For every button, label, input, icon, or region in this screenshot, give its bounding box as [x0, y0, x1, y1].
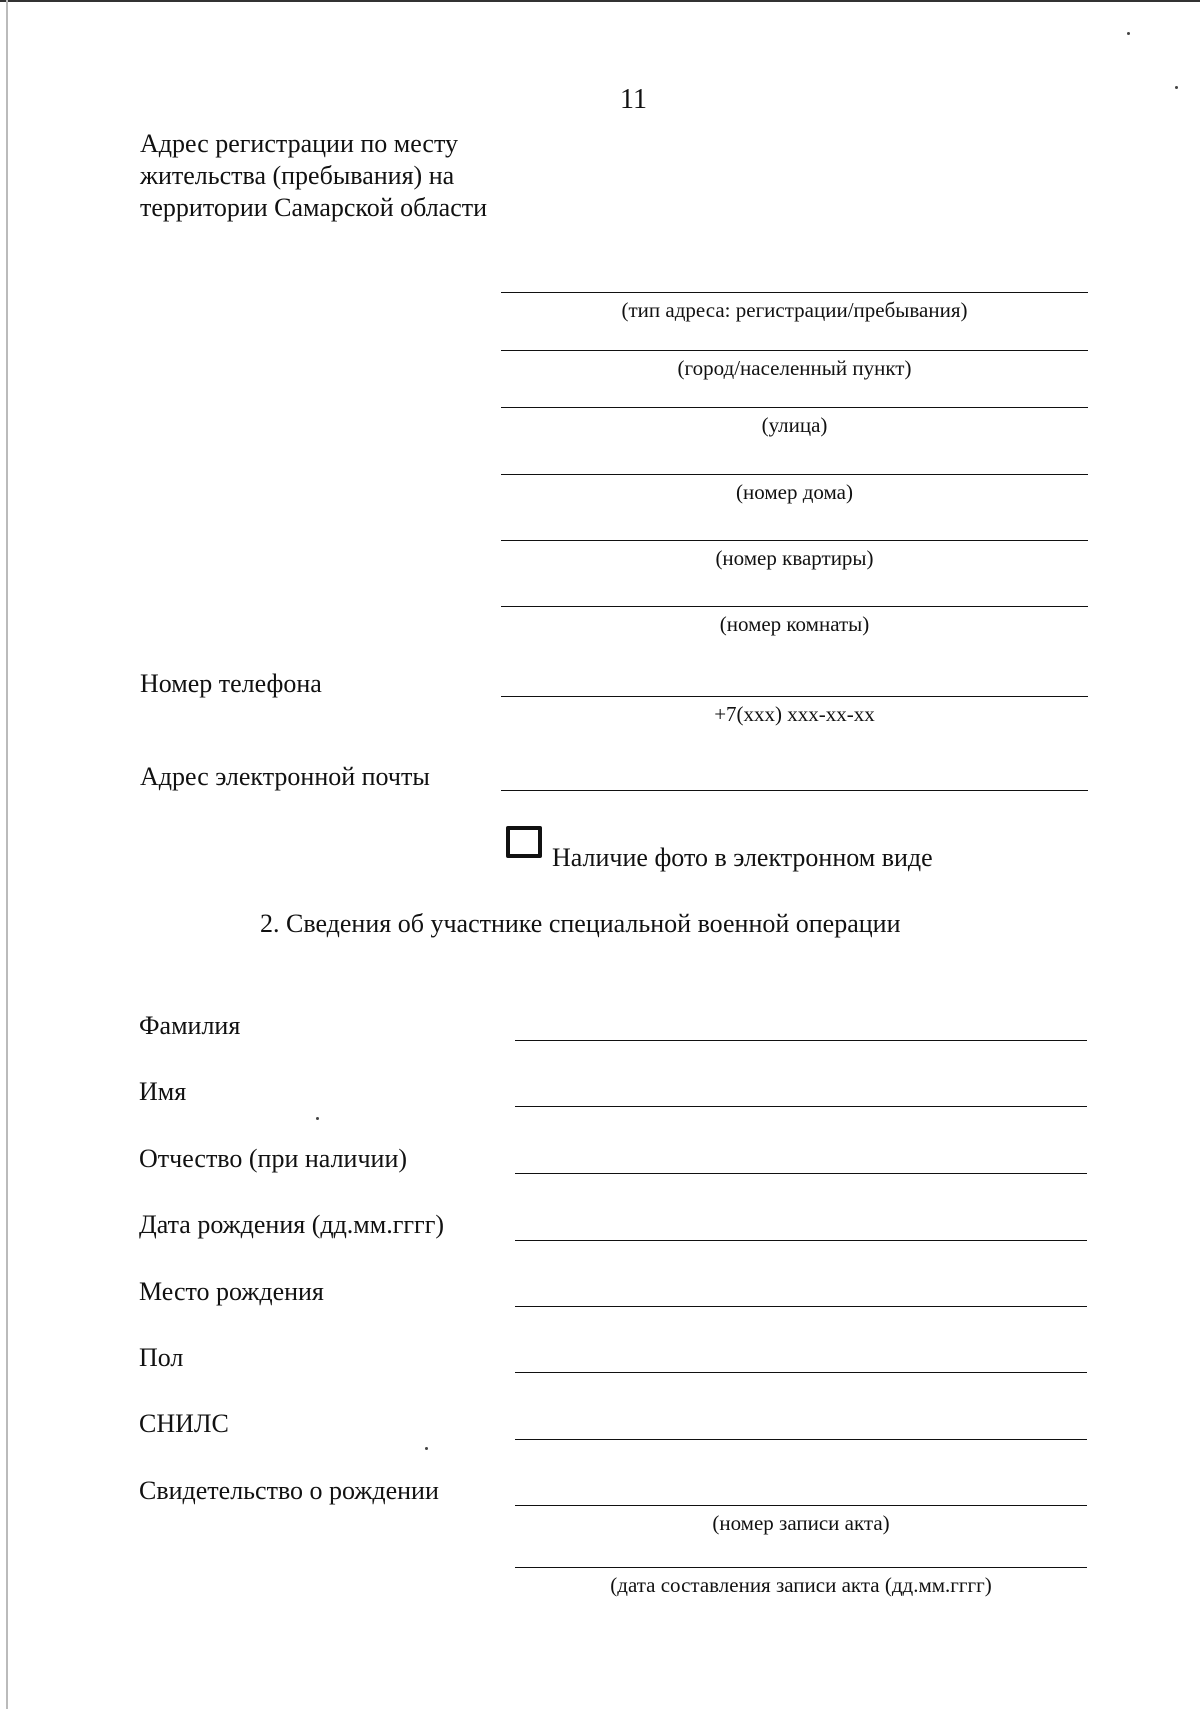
patronymic-line[interactable] — [515, 1173, 1087, 1174]
photo-checkbox[interactable] — [506, 826, 542, 858]
scan-edge-top — [0, 0, 1200, 8]
snils-line[interactable] — [515, 1439, 1087, 1440]
apartment-number-caption: (номер квартиры) — [715, 546, 874, 570]
first-name-line[interactable] — [515, 1106, 1087, 1107]
house-number-caption: (номер дома) — [736, 480, 853, 504]
birth-date-line[interactable] — [515, 1240, 1087, 1241]
birth-place-label: Место рождения — [139, 1277, 324, 1306]
surname-line[interactable] — [515, 1040, 1087, 1041]
scan-speck — [316, 1117, 319, 1120]
scan-speck — [425, 1447, 428, 1450]
street-line[interactable] — [501, 407, 1088, 408]
surname-label: Фамилия — [139, 1011, 241, 1040]
room-number-line[interactable] — [501, 606, 1088, 607]
record-date-line[interactable] — [515, 1567, 1087, 1568]
first-name-label: Имя — [139, 1077, 187, 1106]
phone-label: Номер телефона — [140, 669, 322, 698]
record-number-caption: (номер записи акта) — [712, 1511, 890, 1535]
phone-format-hint: +7(xxx) xxx-xx-xx — [714, 702, 875, 726]
scan-speck — [1127, 32, 1130, 35]
apartment-number-line[interactable] — [501, 540, 1088, 541]
birth-place-line[interactable] — [515, 1306, 1087, 1307]
address-type-line[interactable] — [501, 292, 1088, 293]
photo-checkbox-label: Наличие фото в электронном виде — [552, 843, 933, 872]
house-number-line[interactable] — [501, 474, 1088, 475]
room-number-caption: (номер комнаты) — [719, 612, 870, 636]
birth-certificate-label: Свидетельство о рождении — [139, 1476, 439, 1505]
record-number-line[interactable] — [515, 1505, 1087, 1506]
record-date-caption: (дата составления записи акта (дд.мм.гггг) — [610, 1573, 992, 1597]
sex-label: Пол — [139, 1343, 184, 1372]
snils-label: СНИЛС — [139, 1409, 229, 1438]
city-line[interactable] — [501, 350, 1088, 351]
scan-speck — [1175, 86, 1178, 89]
email-line[interactable] — [501, 790, 1088, 791]
phone-line[interactable] — [501, 696, 1088, 697]
birth-date-label: Дата рождения (дд.мм.гггг) — [139, 1210, 445, 1239]
address-type-caption: (тип адреса: регистрации/пребывания) — [621, 298, 968, 322]
section-2-heading: 2. Сведения об участнике специальной военной операции — [260, 909, 901, 938]
page-number: 11 — [620, 84, 647, 115]
sex-line[interactable] — [515, 1372, 1087, 1373]
email-label: Адрес электронной почты — [140, 762, 430, 791]
patronymic-label: Отчество (при наличии) — [139, 1144, 408, 1173]
city-caption: (город/населенный пункт) — [677, 356, 912, 380]
registration-address-label: Адрес регистрации по месту жительства (пребывания) на территории Самарской области — [140, 129, 488, 222]
scan-edge-left — [6, 0, 8, 1709]
street-caption: (улица) — [761, 413, 828, 437]
